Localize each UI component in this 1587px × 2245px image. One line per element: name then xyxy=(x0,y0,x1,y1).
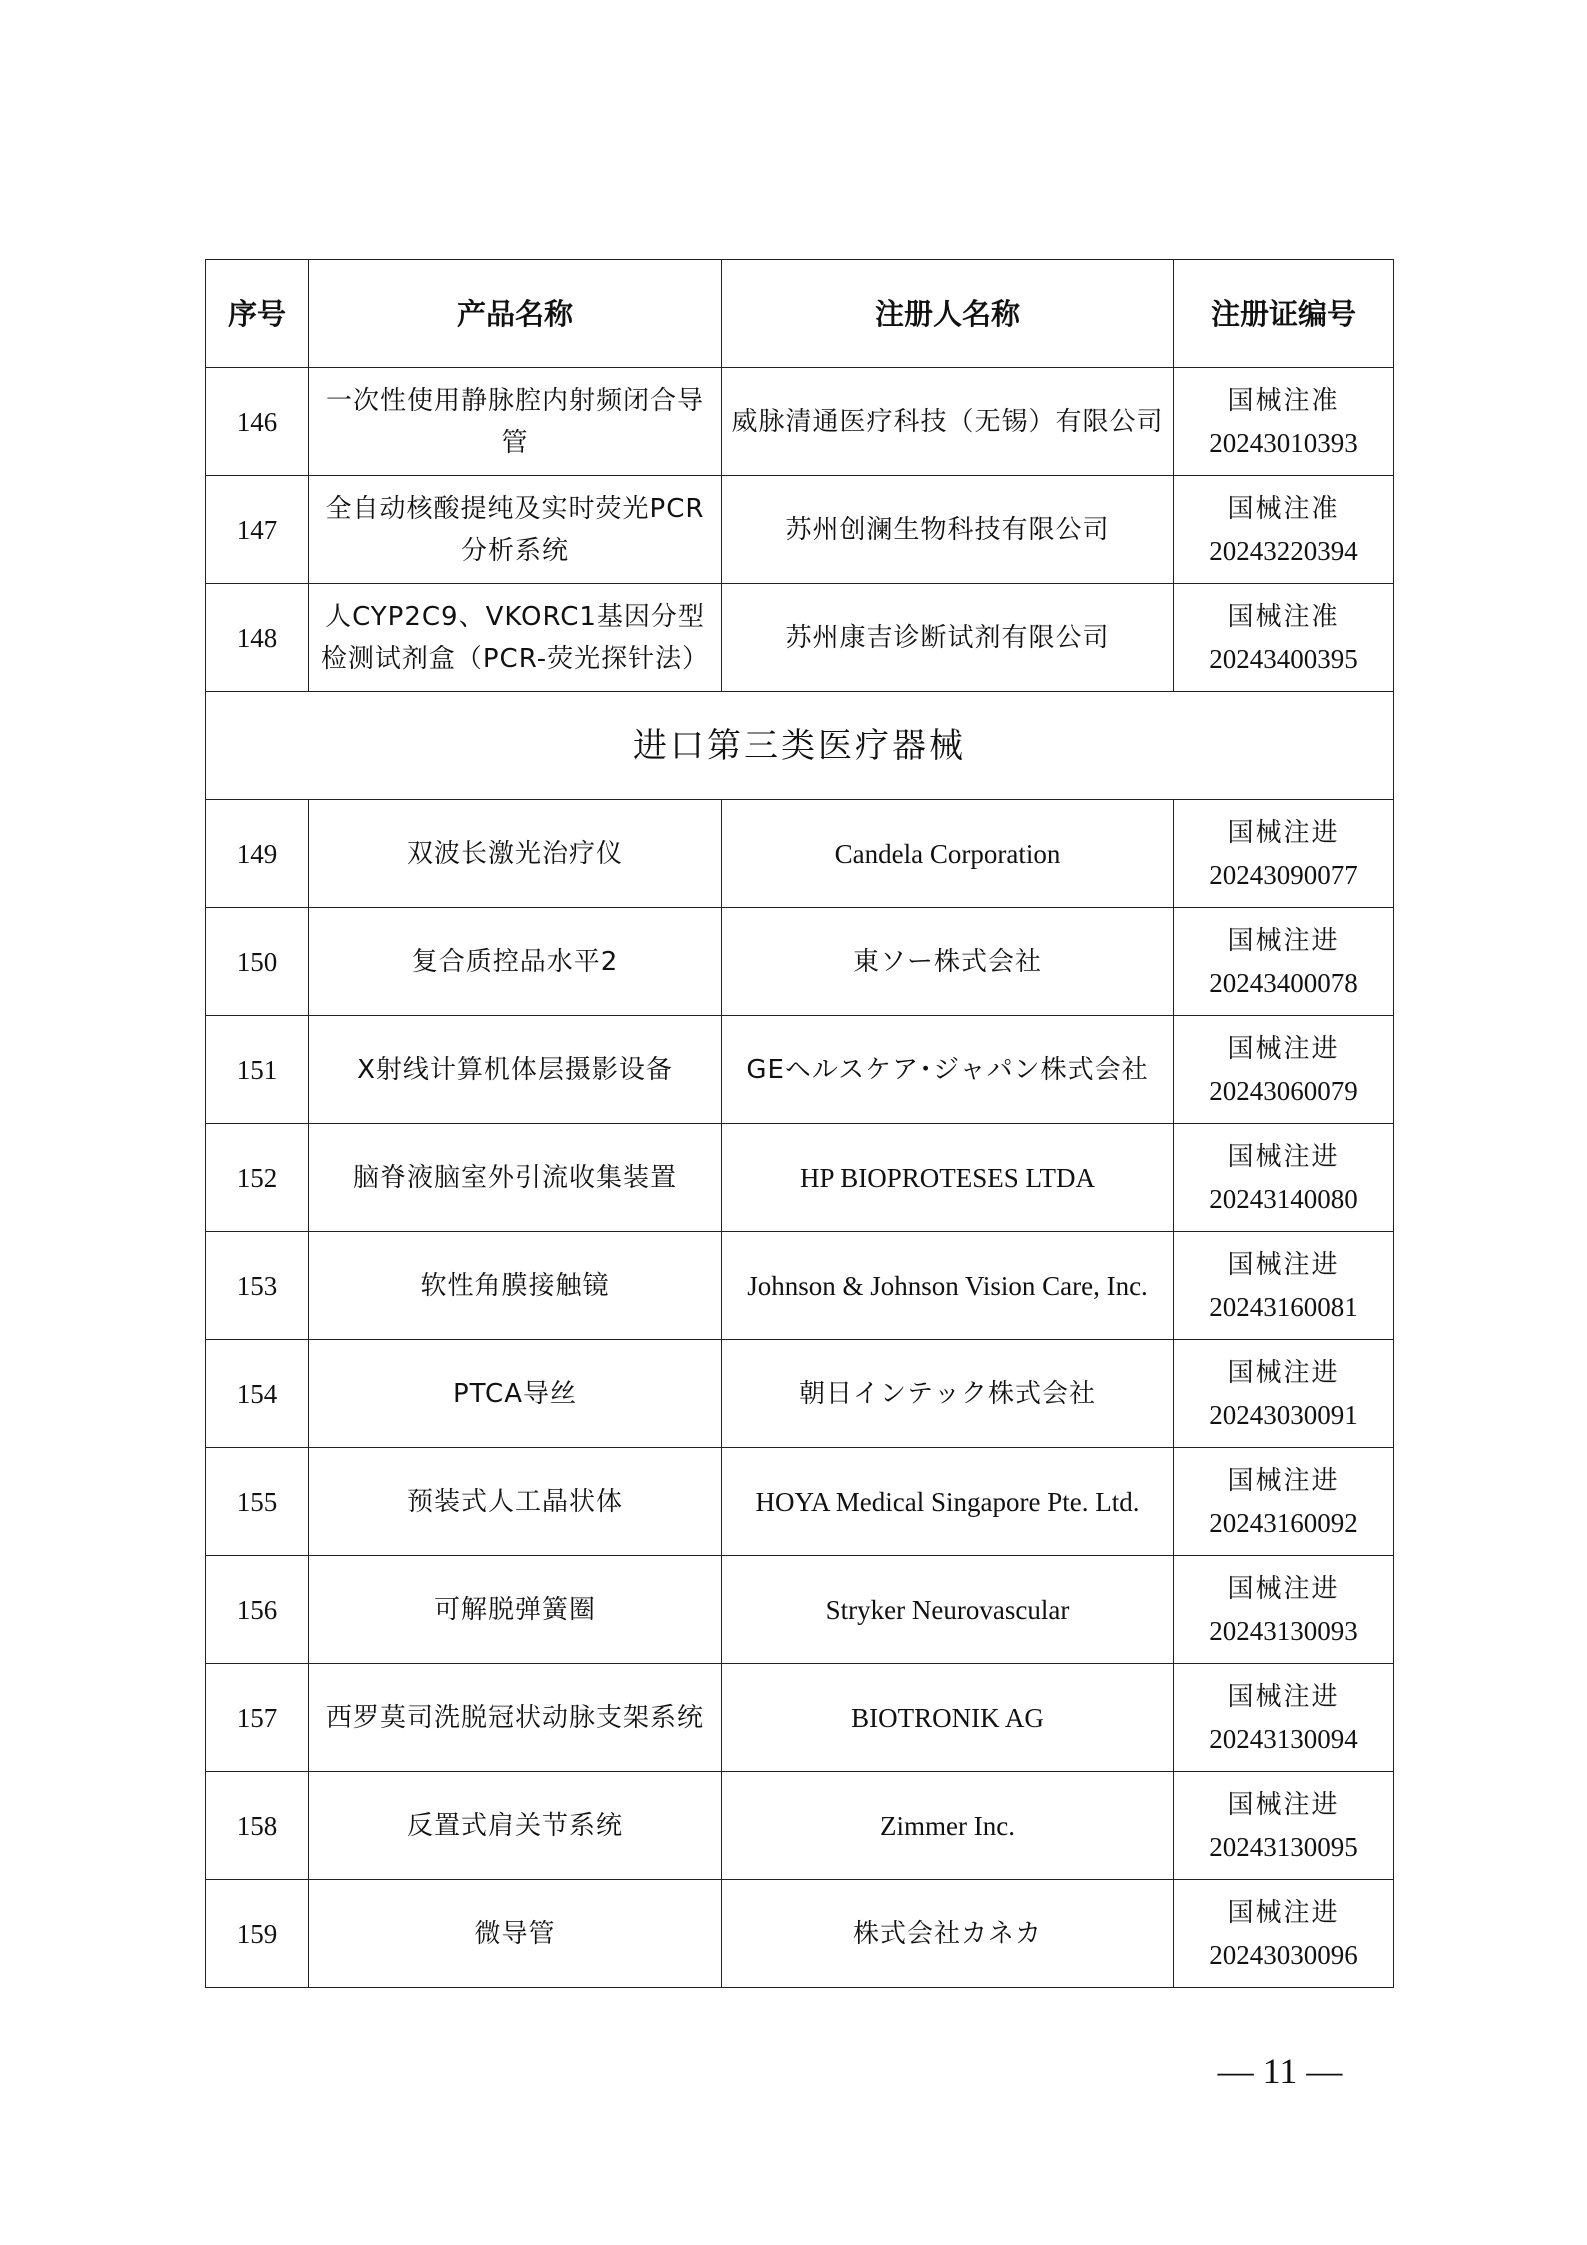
row-registrant: 威脉清通医疗科技（无锡）有限公司 xyxy=(722,368,1174,476)
row-registrant: HOYA Medical Singapore Pte. Ltd. xyxy=(722,1448,1174,1556)
row-no: 147 xyxy=(206,476,309,584)
cert-number: 20243400078 xyxy=(1209,967,1358,998)
cert-prefix: 国械注准 xyxy=(1227,385,1340,416)
table-row xyxy=(206,1124,1394,1232)
row-product: 可解脱弹簧圈 xyxy=(309,1556,722,1664)
cert-prefix: 国械注进 xyxy=(1227,1033,1340,1064)
row-cert xyxy=(1174,800,1394,908)
cert-number: 20243220394 xyxy=(1209,535,1358,566)
row-no: 151 xyxy=(206,1016,309,1124)
table-row xyxy=(206,1448,1394,1556)
cert-number: 20243160092 xyxy=(1209,1507,1358,1538)
table-row xyxy=(206,908,1394,1016)
cert-number: 20243130095 xyxy=(1209,1831,1358,1862)
section-title: 进口第三类医疗器械 xyxy=(206,692,1394,800)
row-registrant: 東ソー株式会社 xyxy=(722,908,1174,1016)
row-registrant: HP BIOPROTESES LTDA xyxy=(722,1124,1174,1232)
table-row xyxy=(206,1340,1394,1448)
row-registrant: GEヘルスケア･ジャパン株式会社 xyxy=(722,1016,1174,1124)
cert-prefix: 国械注进 xyxy=(1227,925,1340,956)
section-row xyxy=(206,692,1394,800)
row-registrant: 苏州康吉诊断试剂有限公司 xyxy=(722,584,1174,692)
row-cert xyxy=(1174,1340,1394,1448)
row-cert xyxy=(1174,1016,1394,1124)
row-cert xyxy=(1174,1664,1394,1772)
row-registrant: 苏州创澜生物科技有限公司 xyxy=(722,476,1174,584)
cert-prefix: 国械注进 xyxy=(1227,1465,1340,1496)
row-no: 158 xyxy=(206,1772,309,1880)
row-cert xyxy=(1174,584,1394,692)
row-product: 西罗莫司洗脱冠状动脉支架系统 xyxy=(309,1664,722,1772)
row-cert xyxy=(1174,1124,1394,1232)
row-product: X射线计算机体层摄影设备 xyxy=(309,1016,722,1124)
header-cert: 注册证编号 xyxy=(1174,260,1394,368)
row-no: 149 xyxy=(206,800,309,908)
row-product: 预装式人工晶状体 xyxy=(309,1448,722,1556)
row-product: 人CYP2C9、VKORC1基因分型检测试剂盒（PCR-荧光探针法） xyxy=(309,584,722,692)
cert-prefix: 国械注进 xyxy=(1227,817,1340,848)
cert-number: 20243030096 xyxy=(1209,1939,1358,1970)
row-product: 一次性使用静脉腔内射频闭合导管 xyxy=(309,368,722,476)
row-no: 156 xyxy=(206,1556,309,1664)
row-cert xyxy=(1174,1880,1394,1988)
row-product: 双波长激光治疗仪 xyxy=(309,800,722,908)
row-cert xyxy=(1174,1556,1394,1664)
row-registrant: Zimmer Inc. xyxy=(722,1772,1174,1880)
row-no: 150 xyxy=(206,908,309,1016)
cert-prefix: 国械注准 xyxy=(1227,493,1340,524)
row-registrant: 朝日インテック株式会社 xyxy=(722,1340,1174,1448)
row-cert xyxy=(1174,1448,1394,1556)
cert-number: 20243030091 xyxy=(1209,1399,1358,1430)
cert-prefix: 国械注进 xyxy=(1227,1357,1340,1388)
row-registrant: Johnson & Johnson Vision Care, Inc. xyxy=(722,1232,1174,1340)
page-number: — 11 — xyxy=(1217,2051,1343,2091)
cert-prefix: 国械注进 xyxy=(1227,1681,1340,1712)
cert-number: 20243130093 xyxy=(1209,1615,1358,1646)
row-product: 全自动核酸提纯及实时荧光PCR分析系统 xyxy=(309,476,722,584)
row-cert xyxy=(1174,368,1394,476)
table-row xyxy=(206,1016,1394,1124)
row-cert xyxy=(1174,1232,1394,1340)
table-row xyxy=(206,476,1394,584)
row-no: 155 xyxy=(206,1448,309,1556)
cert-prefix: 国械注进 xyxy=(1227,1249,1340,1280)
row-cert xyxy=(1174,476,1394,584)
row-product: 软性角膜接触镜 xyxy=(309,1232,722,1340)
row-no: 153 xyxy=(206,1232,309,1340)
row-no: 152 xyxy=(206,1124,309,1232)
cert-number: 20243060079 xyxy=(1209,1075,1358,1106)
cert-number: 20243400395 xyxy=(1209,643,1358,674)
row-cert xyxy=(1174,908,1394,1016)
table-row xyxy=(206,368,1394,476)
header-product: 产品名称 xyxy=(309,260,722,368)
row-product: PTCA导丝 xyxy=(309,1340,722,1448)
cert-number: 20243010393 xyxy=(1209,427,1358,458)
row-product: 脑脊液脑室外引流收集装置 xyxy=(309,1124,722,1232)
row-product: 微导管 xyxy=(309,1880,722,1988)
cert-number: 20243090077 xyxy=(1209,859,1358,890)
cert-prefix: 国械注进 xyxy=(1227,1897,1340,1928)
table-row xyxy=(206,584,1394,692)
row-no: 146 xyxy=(206,368,309,476)
cert-number: 20243140080 xyxy=(1209,1183,1358,1214)
row-no: 154 xyxy=(206,1340,309,1448)
table-row xyxy=(206,1880,1394,1988)
table-row xyxy=(206,1232,1394,1340)
cert-prefix: 国械注进 xyxy=(1227,1141,1340,1172)
header-no: 序号 xyxy=(206,260,309,368)
table-row xyxy=(206,800,1394,908)
cert-prefix: 国械注进 xyxy=(1227,1789,1340,1820)
header-registrant: 注册人名称 xyxy=(722,260,1174,368)
row-registrant: BIOTRONIK AG xyxy=(722,1664,1174,1772)
row-no: 159 xyxy=(206,1880,309,1988)
cert-prefix: 国械注进 xyxy=(1227,1573,1340,1604)
table-header-row xyxy=(206,260,1394,368)
table-row xyxy=(206,1556,1394,1664)
table-row xyxy=(206,1664,1394,1772)
cert-prefix: 国械注准 xyxy=(1227,601,1340,632)
cert-number: 20243160081 xyxy=(1209,1291,1358,1322)
row-no: 148 xyxy=(206,584,309,692)
row-product: 复合质控品水平2 xyxy=(309,908,722,1016)
row-product: 反置式肩关节系统 xyxy=(309,1772,722,1880)
row-registrant: Candela Corporation xyxy=(722,800,1174,908)
row-registrant: Stryker Neurovascular xyxy=(722,1556,1174,1664)
table-row xyxy=(206,1772,1394,1880)
row-no: 157 xyxy=(206,1664,309,1772)
device-registration-table xyxy=(205,259,1394,1988)
row-cert xyxy=(1174,1772,1394,1880)
row-registrant: 株式会社カネカ xyxy=(722,1880,1174,1988)
cert-number: 20243130094 xyxy=(1209,1723,1358,1754)
